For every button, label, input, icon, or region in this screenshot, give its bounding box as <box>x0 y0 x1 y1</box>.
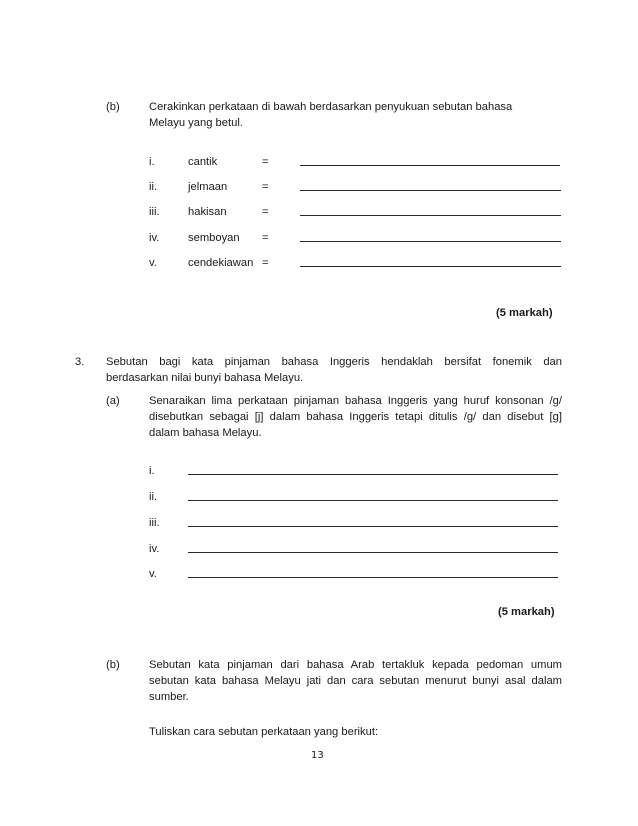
part-b-text-line1: Sebutan kata pinjaman dari bahasa Arab tertakluk kepada pedoman umum <box>149 659 562 671</box>
item-equals: = <box>262 181 269 193</box>
part-a-text-line1: Senaraikan lima perkataan pinjaman bahasa Inggeris yang huruf konsonan /g/ <box>149 395 562 407</box>
item-number: iii. <box>149 206 160 218</box>
item-number: i. <box>149 156 155 168</box>
answer-line[interactable] <box>300 215 561 216</box>
part-a-text-line2: disebutkan sebagai [j] dalam bahasa Inggeris tetapi ditulis /g/ dan disebut [g] <box>149 411 562 423</box>
item-number: ii. <box>149 491 158 503</box>
item-word: hakisan <box>188 206 227 218</box>
item-word: semboyan <box>188 232 240 244</box>
item-word: jelmaan <box>188 181 228 193</box>
item-number: iv. <box>149 232 160 244</box>
question-3-intro-line2: berdasarkan nilai bunyi bahasa Melayu. <box>106 372 304 384</box>
question-3-number: 3. <box>75 356 85 368</box>
part-b-text-line3: sumber. <box>149 691 189 703</box>
section-b-marks: (5 markah) <box>496 307 553 319</box>
part-b-text-line2: sebutan kata bahasa Melayu jati dan cara sebutan menurut bunyi asal dalam <box>149 675 562 687</box>
item-number: i. <box>149 465 155 477</box>
question-3-intro-line1: Sebutan bagi kata pinjaman bahasa Inggeris hendaklah bersifat fonemik dan <box>106 356 562 368</box>
item-word: cantik <box>188 156 218 168</box>
part-a-marks: (5 markah) <box>498 606 555 618</box>
item-number: iii. <box>149 517 160 529</box>
page-number: 13 <box>311 750 324 761</box>
answer-line[interactable] <box>188 526 558 527</box>
part-a-text-line3: dalam bahasa Melayu. <box>149 427 262 439</box>
item-number: v. <box>149 257 157 269</box>
item-equals: = <box>262 232 269 244</box>
answer-line[interactable] <box>188 552 558 553</box>
answer-line[interactable] <box>300 266 561 267</box>
part-a-label: (a) <box>106 395 120 407</box>
answer-line[interactable] <box>188 577 558 578</box>
answer-line[interactable] <box>300 241 561 242</box>
answer-line[interactable] <box>188 500 558 501</box>
part-b-label: (b) <box>106 659 120 671</box>
part-b-instruction: Tuliskan cara sebutan perkataan yang berikut: <box>149 726 379 738</box>
item-number: ii. <box>149 181 158 193</box>
section-b-label: (b) <box>106 101 120 113</box>
item-number: v. <box>149 568 157 580</box>
section-b-instruction-line2: Melayu yang betul. <box>149 117 243 129</box>
item-equals: = <box>262 206 269 218</box>
item-word: cendekiawan <box>188 257 254 269</box>
item-number: iv. <box>149 543 160 555</box>
answer-line[interactable] <box>300 190 561 191</box>
answer-line[interactable] <box>188 474 558 475</box>
item-equals: = <box>262 257 269 269</box>
section-b-instruction-line1: Cerakinkan perkataan di bawah berdasarkan penyukuan sebutan bahasa <box>149 101 513 113</box>
item-equals: = <box>262 156 269 168</box>
answer-line[interactable] <box>300 165 560 166</box>
